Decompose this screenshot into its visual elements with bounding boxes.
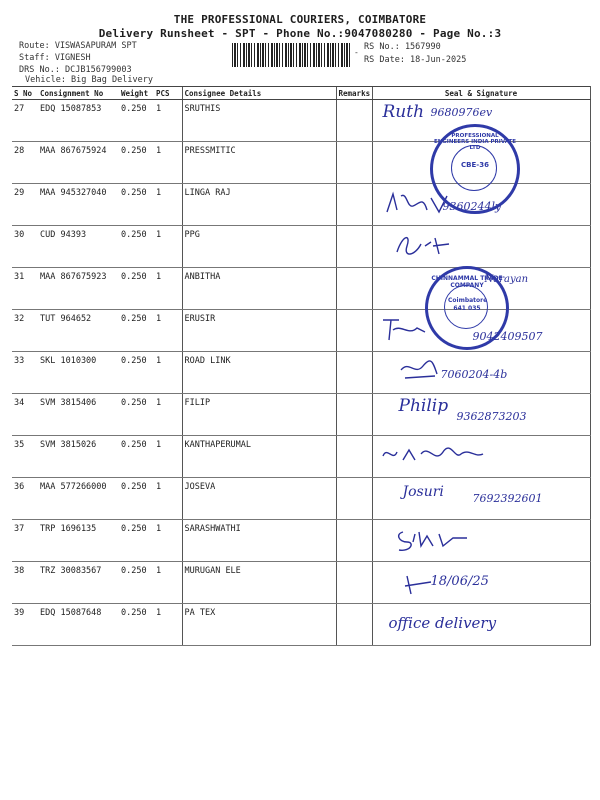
- table-row: [12, 394, 590, 436]
- signature-scribble: [393, 524, 473, 554]
- consignment-cell: SKL 1010300: [38, 352, 119, 394]
- consignee-cell: JOSEVA: [182, 478, 336, 520]
- handwritten-phone: 9360244ly: [442, 200, 502, 213]
- table-row: [12, 436, 590, 478]
- vehicle-label: Vehicle: Big Bag Delivery: [25, 75, 153, 85]
- runsheet-subtitle: Delivery Runsheet - SPT - Phone No.:9047080280 - Page No.:3: [98, 27, 502, 40]
- remarks-cell: [336, 604, 372, 646]
- consignee-cell: PA TEX: [182, 604, 336, 646]
- consignee-cell: ROAD LINK: [182, 352, 336, 394]
- remarks-cell: [336, 184, 372, 226]
- weight-cell: 0.250: [119, 394, 154, 436]
- col-pcs: PCS: [154, 87, 182, 100]
- sno-cell: 31: [12, 268, 38, 310]
- sno-cell: 34: [12, 394, 38, 436]
- handwritten-phone: 9362873203: [456, 410, 527, 423]
- remarks-cell: [336, 226, 372, 268]
- remarks-cell: [336, 394, 372, 436]
- sno-cell: 33: [12, 352, 38, 394]
- consignee-cell: MURUGAN ELE: [182, 562, 336, 604]
- handwritten-phone: 7060204-4b: [440, 368, 508, 381]
- signature-cell: [372, 604, 590, 646]
- signature-cell: [372, 226, 590, 268]
- consignee-cell: SARASHWATHI: [182, 520, 336, 562]
- stamp-ring-text: CHINNAMMAL TRADE COMPANY: [431, 275, 503, 289]
- pcs-cell: 1: [154, 310, 182, 352]
- sno-cell: 29: [12, 184, 38, 226]
- rs-date: RS Date: 18-Jun-2025: [364, 55, 467, 65]
- consignment-cell: SVM 3815406: [38, 394, 119, 436]
- consignee-cell: PPG: [182, 226, 336, 268]
- weight-cell: 0.250: [119, 562, 154, 604]
- signature-scribble: [393, 232, 453, 260]
- handwritten-name: Philip: [398, 396, 449, 416]
- signature-cell: [372, 478, 590, 520]
- consignee-cell: KANTHAPERUMAL: [182, 436, 336, 478]
- pcs-cell: 1: [154, 226, 182, 268]
- remarks-cell: [336, 268, 372, 310]
- remarks-cell: [336, 436, 372, 478]
- table-row: [12, 478, 590, 520]
- staff-label: Staff: VIGNESH: [19, 53, 91, 63]
- handwritten-phone: 9042409507: [472, 330, 543, 343]
- consignment-cell: EDQ 15087648: [38, 604, 119, 646]
- col-consignment: Consignment No: [38, 87, 119, 100]
- pcs-cell: 1: [154, 436, 182, 478]
- weight-cell: 0.250: [119, 352, 154, 394]
- pcs-cell: 1: [154, 562, 182, 604]
- stamp-center-text: Coimbatore 641 035: [448, 297, 488, 312]
- stamp-center-text: CBE-36: [461, 161, 489, 169]
- signature-scribble: Ruth: [382, 102, 425, 122]
- handwritten-phone: 7692392601: [472, 492, 543, 505]
- pcs-cell: 1: [154, 142, 182, 184]
- signature-cell: [372, 436, 590, 478]
- consignee-cell: SRUTHIS: [182, 100, 336, 142]
- remarks-cell: [336, 562, 372, 604]
- col-weight: Weight: [119, 87, 154, 100]
- remarks-cell: [336, 478, 372, 520]
- pcs-cell: 1: [154, 184, 182, 226]
- stamp-ring-text: PROFESSIONAL ENGINEERS INDIA PRIVATE LTD: [433, 133, 517, 151]
- signature-scribble: [379, 442, 489, 468]
- barcode-dash: -: [354, 48, 359, 57]
- col-sno: S No: [12, 87, 38, 100]
- table-row: [12, 562, 590, 604]
- weight-cell: 0.250: [119, 604, 154, 646]
- rs-number: RS No.: 1567990: [364, 42, 441, 52]
- consignment-cell: TRP 1696135: [38, 520, 119, 562]
- pcs-cell: 1: [154, 352, 182, 394]
- signature-cell: [372, 394, 590, 436]
- handwritten-note: office delivery: [388, 614, 497, 632]
- signature-scribble: [379, 314, 429, 344]
- weight-cell: 0.250: [119, 184, 154, 226]
- consignment-cell: EDQ 15087853: [38, 100, 119, 142]
- weight-cell: 0.250: [119, 268, 154, 310]
- consignment-cell: SVM 3815026: [38, 436, 119, 478]
- consignment-cell: CUD 94393: [38, 226, 119, 268]
- sno-cell: 30: [12, 226, 38, 268]
- consignee-cell: PRESSMITIC: [182, 142, 336, 184]
- col-signature: Seal & Signature: [372, 87, 590, 100]
- pcs-cell: 1: [154, 100, 182, 142]
- signature-cell: [372, 352, 590, 394]
- remarks-cell: [336, 142, 372, 184]
- company-seal-stamp: [430, 124, 520, 214]
- weight-cell: 0.250: [119, 100, 154, 142]
- remarks-cell: [336, 310, 372, 352]
- table-row: [12, 226, 590, 268]
- barcode: [232, 43, 352, 67]
- consignment-cell: TUT 964652: [38, 310, 119, 352]
- weight-cell: 0.250: [119, 520, 154, 562]
- remarks-cell: [336, 352, 372, 394]
- signature-cell: [372, 562, 590, 604]
- table-row: [12, 520, 590, 562]
- sno-cell: 36: [12, 478, 38, 520]
- consignment-cell: MAA 577266000: [38, 478, 119, 520]
- col-consignee: Consignee Details: [182, 87, 336, 100]
- handwritten-phone: 9680976ev: [430, 106, 493, 119]
- pcs-cell: 1: [154, 520, 182, 562]
- col-remarks: Remarks: [336, 87, 372, 100]
- consignee-cell: FILIP: [182, 394, 336, 436]
- remarks-cell: [336, 100, 372, 142]
- consignment-cell: MAA 945327040: [38, 184, 119, 226]
- remarks-cell: [336, 520, 372, 562]
- sno-cell: 39: [12, 604, 38, 646]
- sno-cell: 35: [12, 436, 38, 478]
- pcs-cell: 1: [154, 394, 182, 436]
- sno-cell: 37: [12, 520, 38, 562]
- weight-cell: 0.250: [119, 310, 154, 352]
- sno-cell: 28: [12, 142, 38, 184]
- signature-scribble: [395, 356, 445, 386]
- weight-cell: 0.250: [119, 436, 154, 478]
- company-title: THE PROFESSIONAL COURIERS, COIMBATORE: [173, 13, 427, 26]
- sno-cell: 38: [12, 562, 38, 604]
- route-label: Route: VISWASAPURAM SPT: [19, 41, 137, 51]
- consignment-cell: TRZ 30083567: [38, 562, 119, 604]
- sno-cell: 32: [12, 310, 38, 352]
- sno-cell: 27: [12, 100, 38, 142]
- signature-cell: [372, 520, 590, 562]
- consignee-cell: LINGA RAJ: [182, 184, 336, 226]
- table-row: [12, 352, 590, 394]
- pcs-cell: 1: [154, 478, 182, 520]
- consignment-cell: MAA 867675923: [38, 268, 119, 310]
- drs-number: DRS No.: DCJB156799003: [19, 65, 132, 75]
- signature-scribble: Narayan: [484, 274, 529, 285]
- consignment-cell: MAA 867675924: [38, 142, 119, 184]
- table-header-row: [12, 87, 590, 100]
- weight-cell: 0.250: [119, 142, 154, 184]
- pcs-cell: 1: [154, 604, 182, 646]
- weight-cell: 0.250: [119, 478, 154, 520]
- consignee-cell: ANBITHA: [182, 268, 336, 310]
- handwritten-date: 18/06/25: [430, 574, 489, 589]
- consignee-cell: ERUSIR: [182, 310, 336, 352]
- trade-seal-stamp: [425, 266, 509, 350]
- handwritten-name: Josuri: [402, 484, 444, 500]
- table-row: [12, 604, 590, 646]
- pcs-cell: 1: [154, 268, 182, 310]
- weight-cell: 0.250: [119, 226, 154, 268]
